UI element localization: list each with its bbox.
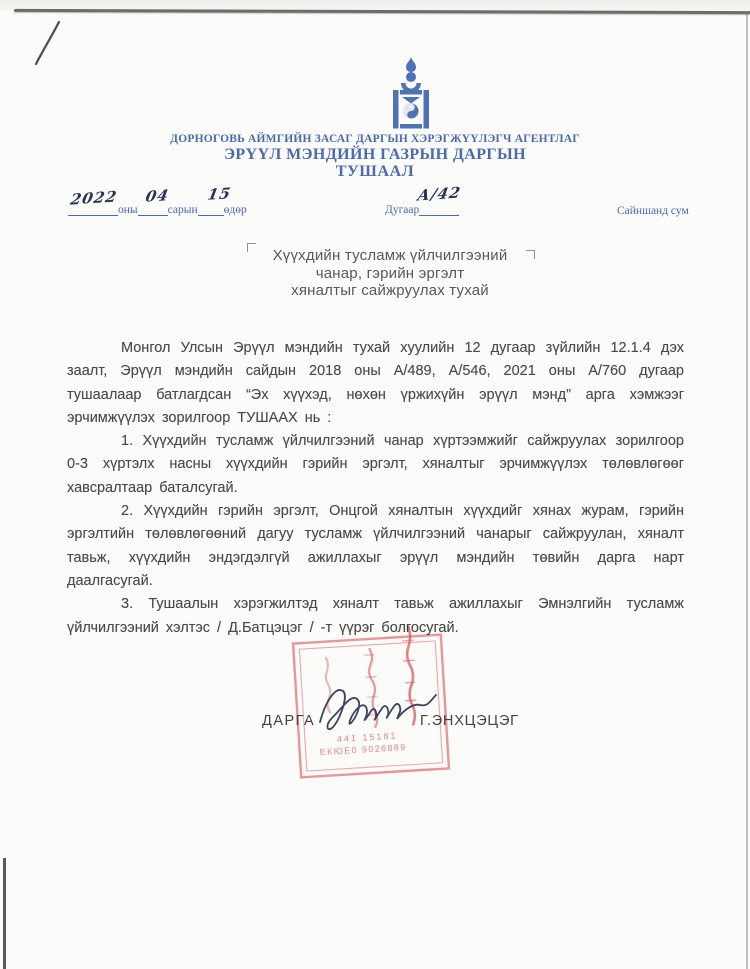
scan-left-edge bbox=[3, 858, 6, 969]
signature-name: Г.ЭНХЦЭЦЭГ bbox=[420, 713, 519, 729]
title-line-3: хяналтыг сайжруулах тухай bbox=[291, 282, 489, 299]
body-item-2: 2. Хүүхдийн гэрийн эргэлт, Онцгой хяналтын хүүхдийг хянах журам, гэрийн эргэлтийн төлөвлөгөөний дагуу тусламж үйлчилгээний чанарыг сайжруулан, хяналт тавьж, хүүхдийн эндэгдэлгүй ажиллахыг эрүүл мэндийн төвийн дарга нарт даалгасугай. bbox=[67, 503, 684, 589]
date-day-underline bbox=[198, 203, 224, 216]
header-doc-type: ТУШААЛ bbox=[335, 163, 415, 180]
handwritten-month: 04 bbox=[144, 186, 171, 206]
handwritten-year: 2022 bbox=[69, 187, 119, 209]
date-month-label: сарын bbox=[167, 204, 198, 216]
title-line-2: чанар, гэрийн эргэлт bbox=[315, 264, 465, 282]
soyombo-emblem-icon bbox=[387, 57, 435, 131]
date-year-label: оны bbox=[118, 204, 138, 216]
body-item-3: 3. Тушаалын хэрэгжилтэд хяналт тавьж ажиллахыг Эмнэлгийн тусламж үйлчилгээний хэлтэс / Д.Батцэцэг / -т үүрэг болгосугай. bbox=[67, 596, 684, 636]
stamp-number-line-2: ЕКЮЕ0 9026889 bbox=[319, 741, 407, 758]
body-item-1: 1. Хүүхдийн тусламж үйлчилгээний чанар хүртээмжийг сайжруулах зорилгоор 0-3 хүртэлх насны хүүхдийн гэрийн эргэлт, хяналтыг эрчимжүүлэх төлөвлөгөөг хавсралтаар баталсугай. bbox=[67, 433, 684, 496]
date-day-label: өдөр bbox=[223, 204, 247, 216]
number-underline bbox=[419, 203, 459, 216]
number-label: Дугаар bbox=[385, 204, 420, 216]
handwritten-day: 15 bbox=[206, 184, 233, 204]
header-agency-line: ДОРНОГОВЬ АЙМГИЙН ЗАСАГ ДАРГЫН ХЭРЭГЖҮҮЛЭГЧ АГЕНТЛАГ bbox=[170, 133, 580, 145]
handwritten-number: А/42 bbox=[416, 183, 463, 205]
pen-mark bbox=[28, 18, 68, 68]
number-line bbox=[385, 203, 459, 216]
document-title bbox=[225, 247, 555, 300]
document-body bbox=[67, 337, 684, 640]
signature-title-label: ДАРГА bbox=[262, 713, 316, 729]
location-label: Сайншанд сум bbox=[617, 205, 689, 217]
title-line-1: Хүүхдийн тусламж үйлчилгээний bbox=[272, 247, 508, 264]
stamp-number-line-1: 441 15181 bbox=[336, 730, 398, 745]
header-org-line: ЭРҮҮЛ МЭНДИЙН ГАЗРЫН ДАРГЫН bbox=[224, 146, 526, 163]
body-intro-paragraph: Монгол Улсын Эрүүл мэндийн тухай хуулийн 12 дугаар зүйлийн 12.1.4 дэх заалт, Эрүүл мэндийн сайдын 2018 оны А/489, А/546, 2021 оны А/760 дугаар тушаалаар батлагдсан “Эх хүүхэд, нөхөн үржихүйн эрүүл мэнд” арга хэмжээг эрчимжүүлэх зорилгоор ТУШААХ нь : bbox=[67, 340, 684, 426]
